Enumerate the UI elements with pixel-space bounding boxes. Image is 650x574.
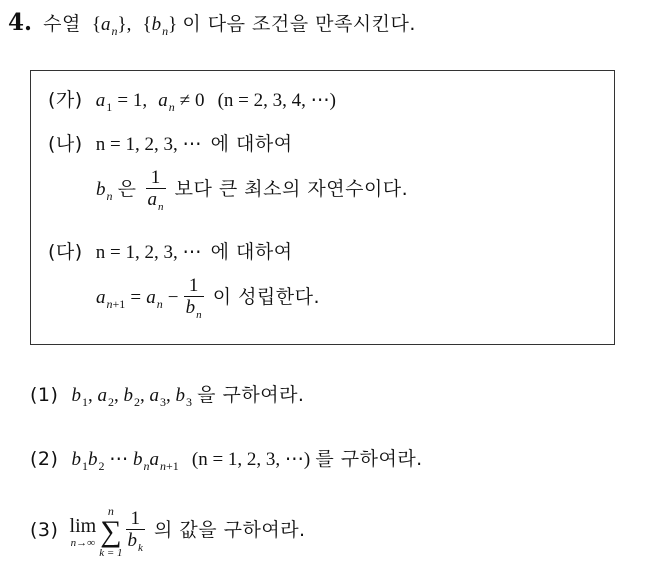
condition-na-label: (나) <box>48 133 83 155</box>
da-text: 에 대하여 <box>210 241 293 263</box>
ga-n-range: (n = 2, 3, 4, ⋯) <box>217 90 336 111</box>
sequence-b: $\{b_n\}$ <box>142 14 178 38</box>
na-frac-den: $a_n$ <box>147 189 164 213</box>
q3-frac-den: $b_k$ <box>127 530 143 554</box>
ga-neq: ≠ 0 <box>179 90 205 111</box>
q3-label: (3) <box>30 519 59 541</box>
condition-ga-label: (가) <box>48 89 83 111</box>
condition-da <box>48 238 293 267</box>
na-tail: 보다 큰 최소의 자연수이다. <box>174 178 409 200</box>
q2-product: $b_1b_2$ ⋯ $b_na_{n+1}$ <box>71 449 179 473</box>
da-fraction <box>184 276 204 321</box>
q2-n-range: (n = 1, 2, 3, ⋯) <box>191 449 311 470</box>
q3-sum-top: n <box>107 503 114 518</box>
condition-da-line2 <box>96 276 320 321</box>
question-3 <box>30 500 306 560</box>
na-fraction <box>146 168 166 213</box>
condition-na-line2 <box>96 168 408 213</box>
q3-lim-sub: n→∞ <box>70 536 96 549</box>
seq-separator: , <box>126 14 132 35</box>
problem-header <box>8 8 416 38</box>
ga-eq1: = 1, <box>117 90 148 111</box>
q1-text: 을 구하여라. <box>197 384 305 406</box>
condition-na <box>48 130 293 159</box>
da-an1: $a_{n+1}$ <box>96 287 126 311</box>
q3-lim-word: lim <box>69 514 97 537</box>
q3-frac-num: 1 <box>130 508 140 529</box>
ga-a1: $a_1$ <box>95 90 113 114</box>
da-minus: − <box>167 287 179 308</box>
condition-ga <box>48 86 336 116</box>
da-frac-num: 1 <box>188 275 199 296</box>
q3-sum-sigma: ∑ <box>100 514 122 548</box>
condition-da-label: (다) <box>48 241 83 263</box>
na-frac-num: 1 <box>150 167 161 188</box>
sequence-a: $\{a_n\}$ <box>91 14 127 38</box>
na-b-text: 은 <box>117 178 137 200</box>
q1-terms: $b_1$, $a_2$, $b_2$, $a_3$, $b_3$ <box>71 385 193 409</box>
q3-text: 의 값을 구하여라. <box>153 519 306 541</box>
da-n-range: n = 1, 2, 3, ⋯ <box>95 242 202 263</box>
problem-number: 4. <box>8 9 33 36</box>
q3-summation <box>99 505 122 559</box>
problem-intro-tail: 이 다음 조건을 만족시킨다. <box>182 13 416 35</box>
q3-fraction <box>126 509 145 554</box>
q3-limit <box>70 515 97 549</box>
na-text: 에 대하여 <box>210 133 293 155</box>
da-frac-den: $b_n$ <box>185 297 202 321</box>
q2-text: 를 구하여라. <box>315 448 423 470</box>
q2-dots: ⋯ <box>109 449 129 470</box>
na-n-range: n = 1, 2, 3, ⋯ <box>95 134 202 155</box>
q3-sum-bottom: k = 1 <box>99 546 123 559</box>
question-2 <box>30 444 423 476</box>
problem-intro: 수열 <box>43 13 81 35</box>
q1-label: (1) <box>30 384 59 406</box>
q2-label: (2) <box>30 448 59 470</box>
da-eq: = <box>130 287 142 308</box>
da-an: $a_n$ <box>146 287 163 311</box>
da-tail: 이 성립한다. <box>212 286 321 308</box>
na-bn: $b_n$ <box>96 179 113 203</box>
question-1 <box>30 380 304 412</box>
ga-an: $a_n$ <box>158 90 175 114</box>
